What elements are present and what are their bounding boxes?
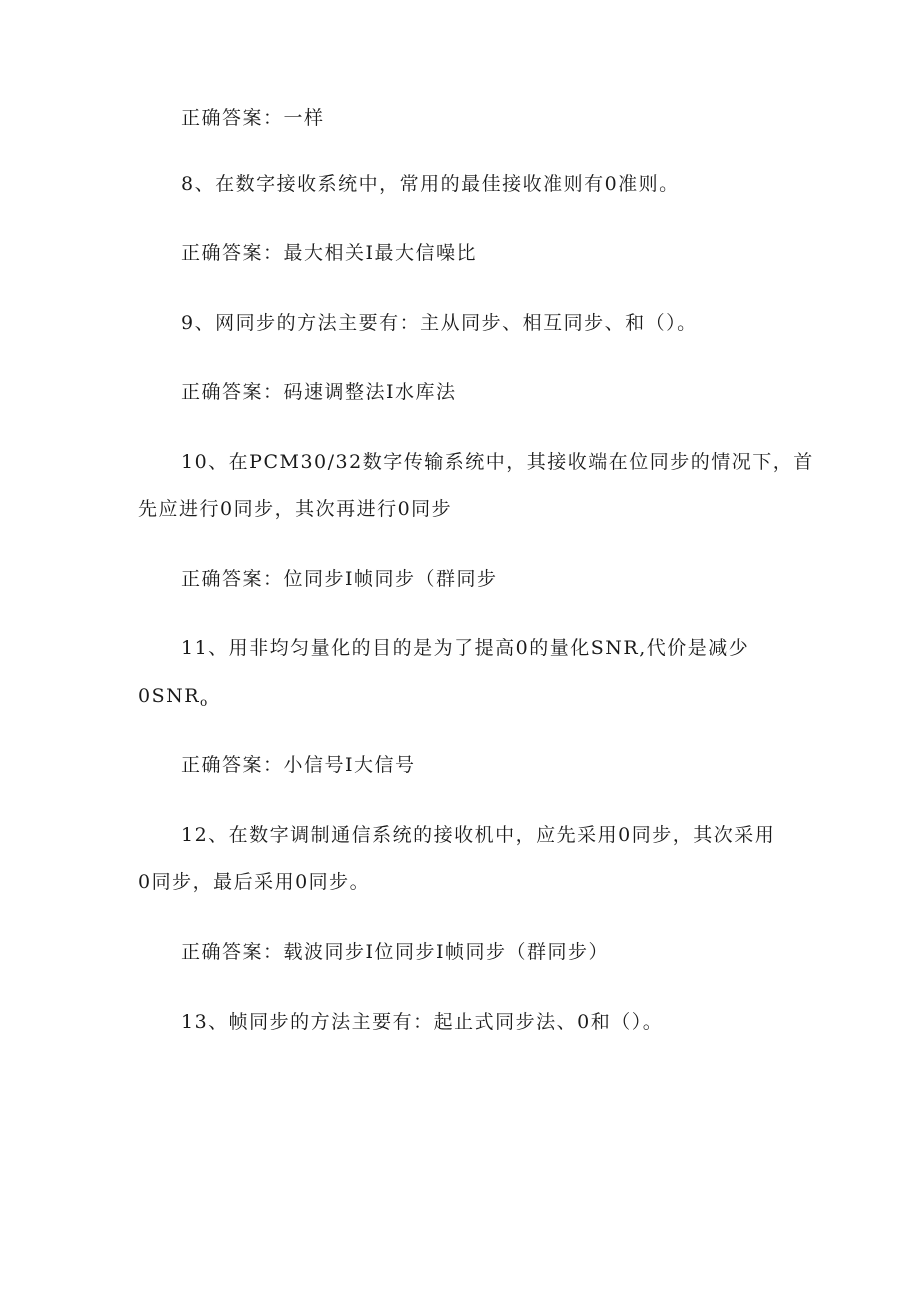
answer-8: 正确答案：最大相关I最大信噪比 (181, 242, 478, 264)
answer-7: 正确答案：一样 (181, 107, 325, 129)
question-8: 8、在数字接收系统中，常用的最佳接收准则有0准则。 (181, 173, 680, 195)
answer-11: 正确答案：小信号I大信号 (181, 754, 416, 776)
question-10-line2: 先应进行0同步，其次再进行0同步 (138, 498, 453, 520)
question-11-line2-text: 0SNR (138, 685, 201, 707)
question-13: 13、帧同步的方法主要有：起止式同步法、0和（）。 (181, 1011, 664, 1033)
question-11-line2-subscript: o (200, 695, 208, 709)
question-11-line1: 11、用非均匀量化的目的是为了提高0的量化SNR,代价是减少 (181, 637, 750, 659)
answer-10: 正确答案：位同步I帧同步（群同步 (181, 568, 498, 590)
answer-9: 正确答案：码速调整法I水库法 (181, 381, 457, 403)
question-10-line1: 10、在PCM30/32数字传输系统中，其接收端在位同步的情况下，首 (181, 451, 814, 473)
question-12-line1: 12、在数字调制通信系统的接收机中，应先采用0同步，其次采用 (181, 824, 776, 846)
question-9: 9、网同步的方法主要有：主从同步、相互同步、和（）。 (181, 312, 698, 334)
answer-12: 正确答案：载波同步I位同步I帧同步（群同步） (181, 941, 610, 963)
question-12-line2: 0同步，最后采用0同步。 (138, 871, 371, 893)
question-11-line2 (138, 684, 207, 714)
